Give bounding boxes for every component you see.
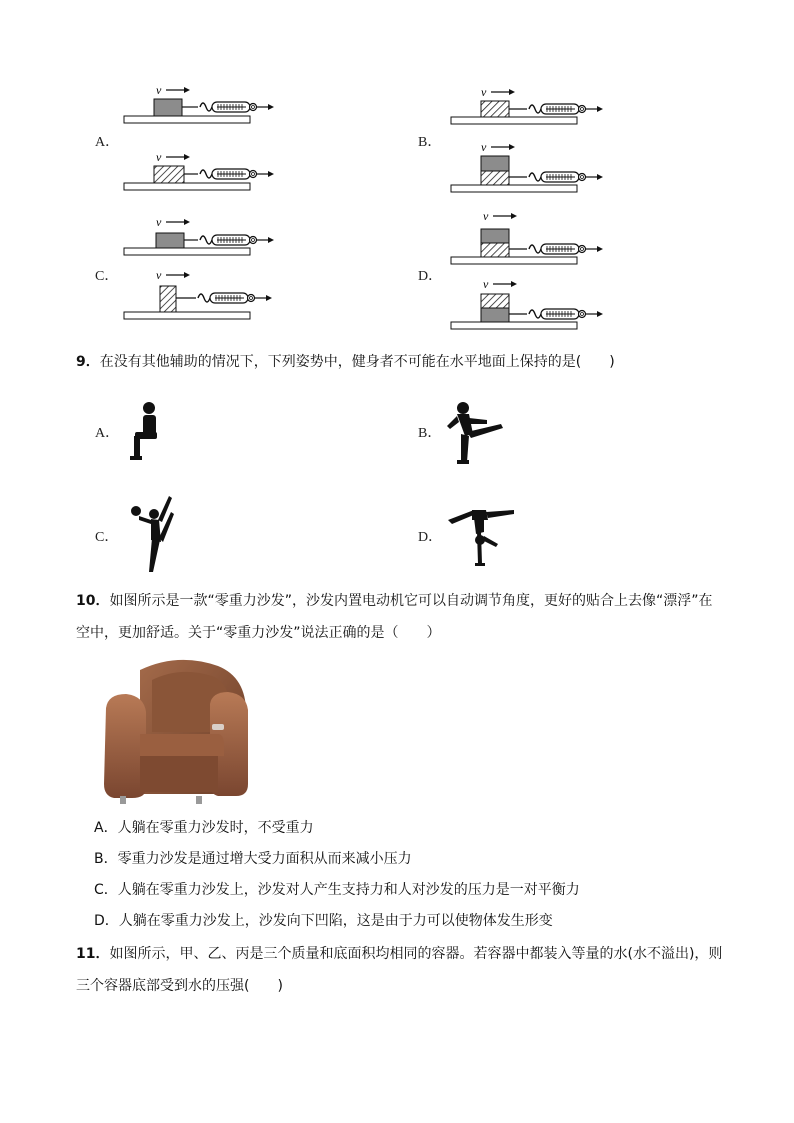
one-leg-kick-icon (443, 400, 507, 466)
q11-number: 11． (76, 946, 110, 962)
velocity-label: v (483, 209, 489, 223)
ground-board (124, 248, 250, 255)
hatched-block (481, 101, 509, 117)
q10-number: 10． (76, 593, 110, 609)
q11-text-line1: 如图所示，甲、乙、丙是三个质量和底面积均相同的容器。若容器中都装入等量的水(水不溢出)，则 (109, 946, 723, 962)
q8-option-d-label[interactable]: D． (418, 269, 443, 284)
option-label: D． (94, 913, 119, 929)
q10-option-c[interactable] (94, 875, 754, 906)
q9-stem (76, 346, 736, 378)
gymnast-ball-icon (127, 494, 177, 574)
hatched-block (481, 294, 509, 308)
option-label: B． (94, 851, 118, 867)
gray-block (481, 156, 509, 171)
q10-options (94, 813, 754, 937)
velocity-label: v (156, 150, 162, 164)
gray-block (156, 233, 184, 248)
velocity-label: v (156, 268, 162, 282)
ground-board (451, 322, 577, 329)
q10-text-line1: 如图所示是一款“零重力沙发”，沙发内置电动机它可以自动调节角度，更好的贴合上去像“漂浮”在 (109, 593, 713, 609)
option-text: 人躺在零重力沙发时，不受重力 (117, 820, 314, 836)
gray-block (154, 99, 182, 116)
q9-option-b-label[interactable]: B． (418, 426, 442, 441)
velocity-label: v (481, 85, 487, 99)
velocity-label: v (483, 277, 489, 291)
q8-option-d-diagram (447, 208, 617, 332)
velocity-label: v (481, 140, 487, 154)
q10-line1 (76, 585, 746, 617)
q8-option-b-diagram (447, 82, 617, 196)
q10-stem (76, 585, 746, 649)
option-text: 零重力沙发是通过增大受力面积从而来减小压力 (117, 851, 412, 867)
ground-board (451, 185, 577, 192)
hatched-block-upright (160, 286, 176, 312)
gray-block (481, 229, 509, 243)
q9-text: 在没有其他辅助的情况下，下列姿势中，健身者不可能在水平地面上保持的是( ) (99, 354, 615, 370)
q10-text-line2: 空中，更加舒适。关于“零重力沙发”说法正确的是（ ） (76, 625, 441, 641)
q9-option-a-label[interactable]: A． (95, 426, 120, 441)
recliner-sofa-icon (100, 656, 256, 808)
option-text: 人躺在零重力沙发上，沙发向下凹陷，这是由于力可以使物体发生形变 (118, 913, 553, 929)
ground-board (451, 117, 577, 124)
ground-board (124, 312, 250, 319)
q11-text-line2: 三个容器底部受到水的压强( ) (76, 978, 283, 994)
q11-line1 (76, 938, 756, 970)
ground-board (124, 183, 250, 190)
velocity-label: v (156, 215, 162, 229)
sitting-person-icon (125, 400, 165, 464)
option-label: C． (94, 882, 118, 898)
q8-option-c-label[interactable]: C． (95, 269, 119, 284)
hatched-block (481, 243, 509, 257)
ground-board (124, 116, 250, 123)
velocity-label: v (156, 83, 162, 97)
one-hand-balance-icon (446, 506, 518, 568)
q9-option-c-label[interactable]: C． (95, 530, 119, 545)
q11-stem (76, 938, 756, 1002)
q8-option-a-label[interactable]: A． (95, 135, 120, 150)
hatched-block (481, 171, 509, 185)
q8-option-c-diagram (120, 214, 280, 324)
gray-block (481, 308, 509, 322)
q8-option-a-diagram (120, 82, 280, 194)
q9-number: 9． (76, 354, 100, 370)
hatched-block (154, 166, 184, 183)
q9-option-d-label[interactable]: D． (418, 530, 443, 545)
q10-option-d[interactable] (94, 906, 754, 937)
option-text: 人躺在零重力沙发上，沙发对人产生支持力和人对沙发的压力是一对平衡力 (117, 882, 580, 898)
q8-option-b-label[interactable]: B． (418, 135, 442, 150)
q10-option-b[interactable] (94, 844, 754, 875)
option-label: A． (94, 820, 118, 836)
q10-option-a[interactable] (94, 813, 754, 844)
ground-board (451, 257, 577, 264)
